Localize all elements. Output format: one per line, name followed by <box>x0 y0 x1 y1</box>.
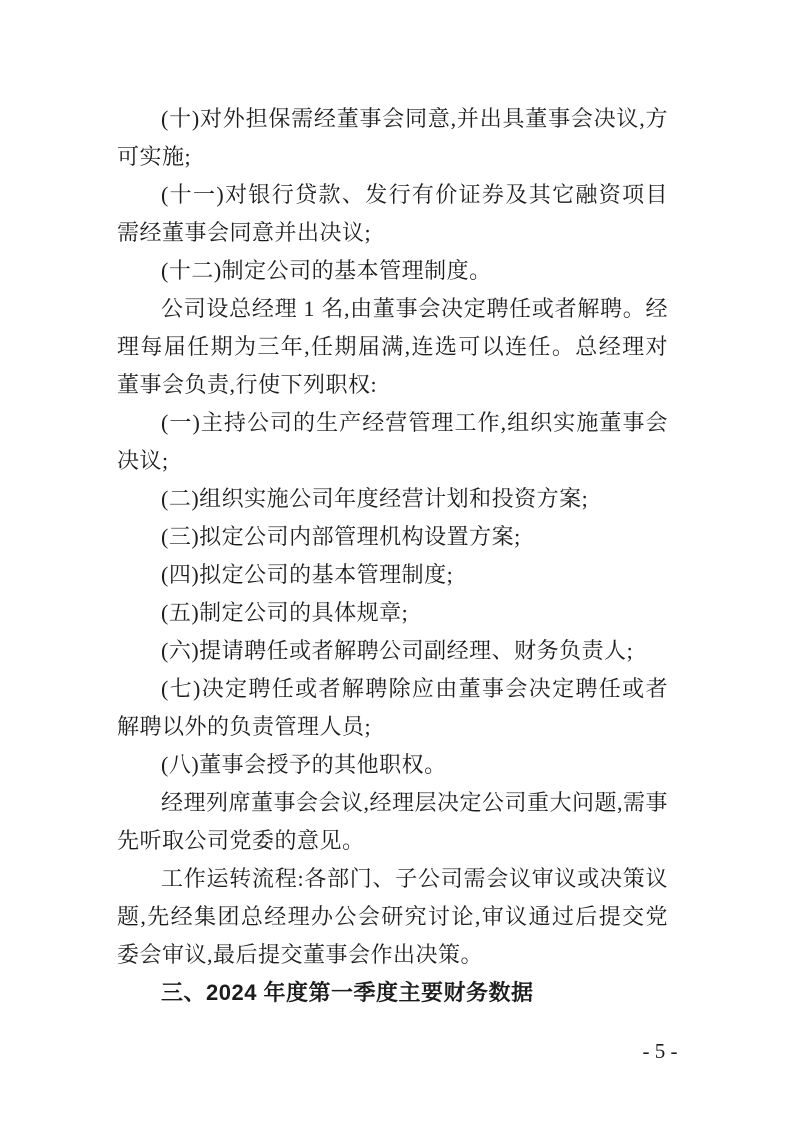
paragraph-duty-6: (六)提请聘任或者解聘公司副经理、财务负责人; <box>161 638 634 663</box>
document-body <box>117 100 668 1012</box>
paragraph-clause-11: (十一)对银行贷款、发行有价证券及其它融资项目需经董事会同意并出决议; <box>117 182 668 245</box>
paragraph-duty-2: (二)组织实施公司年度经营计划和投资方案; <box>161 486 589 511</box>
paragraph-duty-3: (三)拟定公司内部管理机构设置方案; <box>161 524 521 549</box>
paragraph-workflow: 工作运转流程:各部门、子公司需会议审议或决策议题,先经集团总经理办公会研究讨论,审议通过后提交党委会审议,最后提交董事会作出决策。 <box>117 866 668 967</box>
paragraph-clause-12: (十二)制定公司的基本管理制度。 <box>161 258 492 283</box>
paragraph-duty-1: (一)主持公司的生产经营管理工作,组织实施董事会决议; <box>117 410 668 473</box>
paragraph-clause-10: (十)对外担保需经董事会同意,并出具董事会决议,方可实施; <box>117 106 668 169</box>
paragraph-duty-7: (七)决定聘任或者解聘除应由董事会决定聘任或者解聘以外的负责管理人员; <box>117 676 668 739</box>
page-number: - 5 - <box>642 1039 678 1063</box>
paragraph-duty-8: (八)董事会授予的其他职权。 <box>161 752 447 777</box>
paragraph-duty-5: (五)制定公司的具体规章; <box>161 600 409 625</box>
paragraph-duty-4: (四)拟定公司的基本管理制度; <box>161 562 454 587</box>
section-heading-financial-data: 三、2024 年度第一季度主要财务数据 <box>161 980 534 1005</box>
paragraph-manager-attendance: 经理列席董事会会议,经理层决定公司重大问题,需事先听取公司党委的意见。 <box>117 790 669 853</box>
paragraph-general-manager-intro: 公司设总经理 1 名,由董事会决定聘任或者解聘。经理每届任期为三年,任期届满,连选可以连任。总经理对董事会负责,行使下列职权: <box>117 296 668 397</box>
